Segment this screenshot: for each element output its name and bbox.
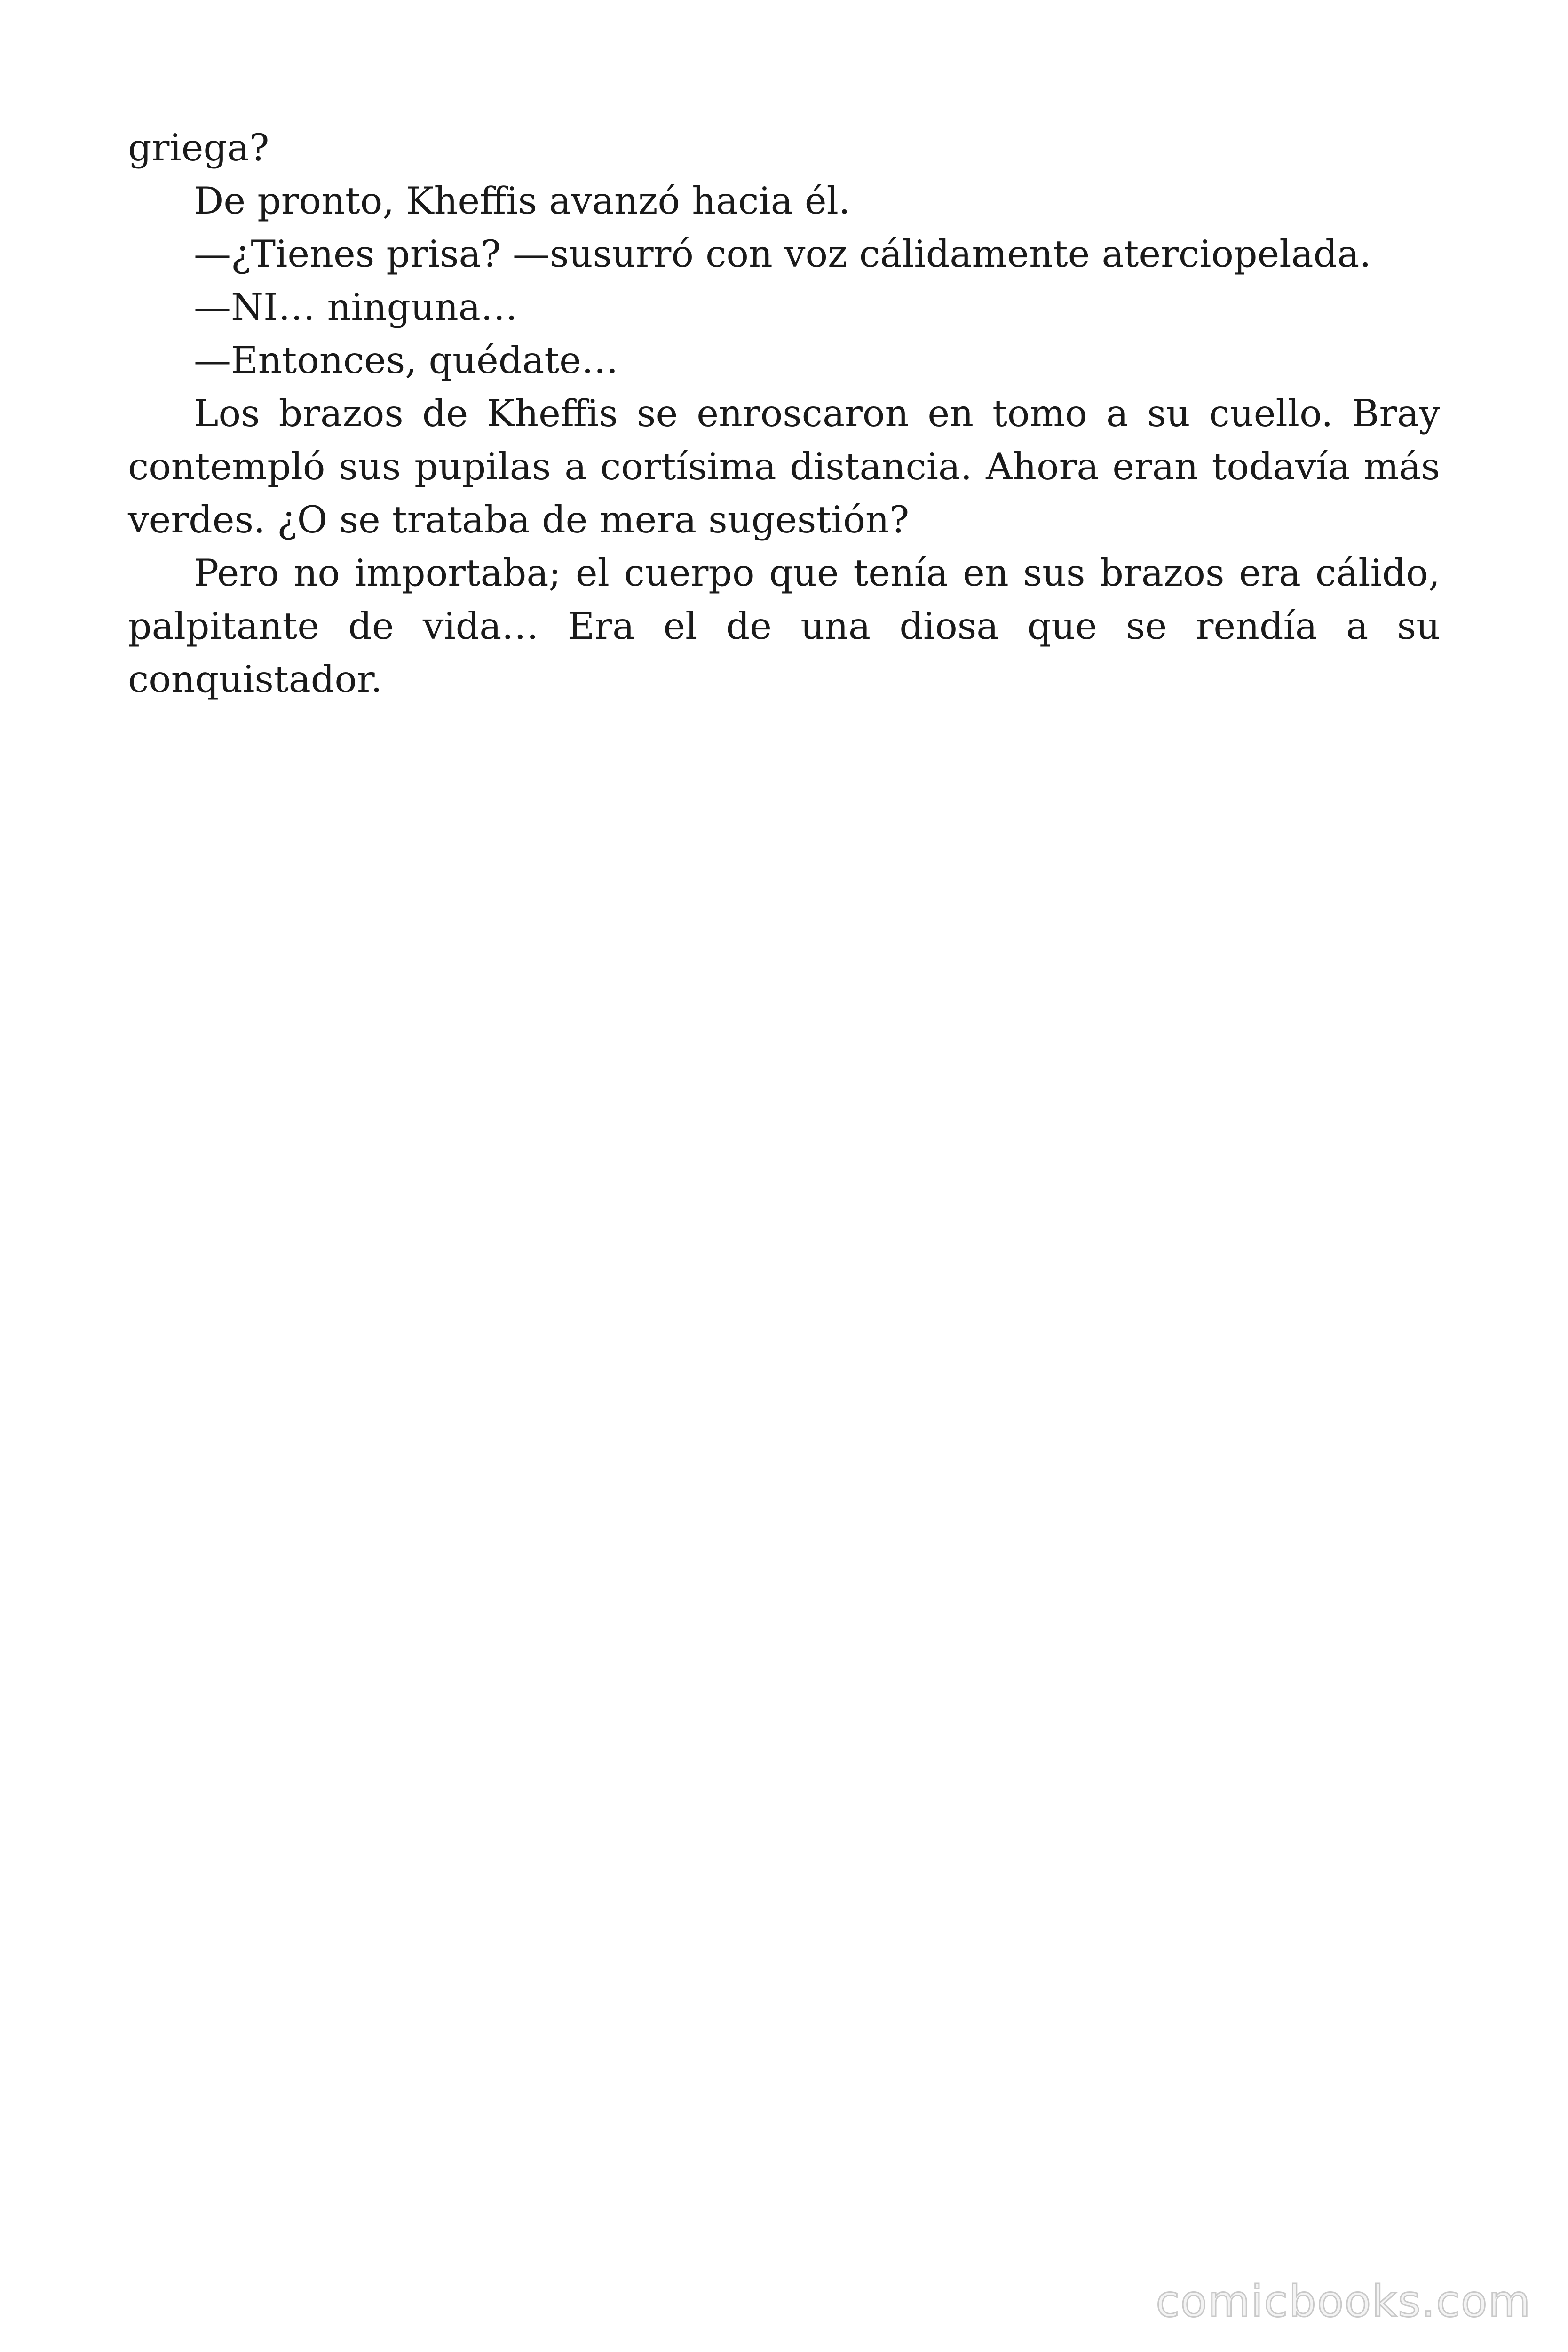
paragraph-dialogue: —NI… ninguna… (194, 286, 518, 329)
paragraph-narration: De pronto, Kheffis avanzó hacia él. (194, 179, 851, 222)
body-text (128, 121, 1440, 706)
paragraph-continuation: griega? (128, 126, 269, 169)
paragraph-dialogue: —¿Tienes prisa? —susurró con voz cálidamente aterciopelada. (194, 232, 1371, 276)
watermark: comicbooks.com (1156, 2276, 1531, 2327)
paragraph-narration: Los brazos de Kheffis se enroscaron en tomo a su cuello. Bray contempló sus pupilas a cortísima distancia. Ahora eran todavía más verdes. ¿O se trataba de mera sugestión? (128, 392, 1440, 541)
paragraph-dialogue: —Entonces, quédate… (194, 339, 618, 382)
paragraph-narration: Pero no importaba; el cuerpo que tenía en sus brazos era cálido, palpitante de vida… Era el de una diosa que se rendía a su conquistador. (128, 551, 1440, 701)
